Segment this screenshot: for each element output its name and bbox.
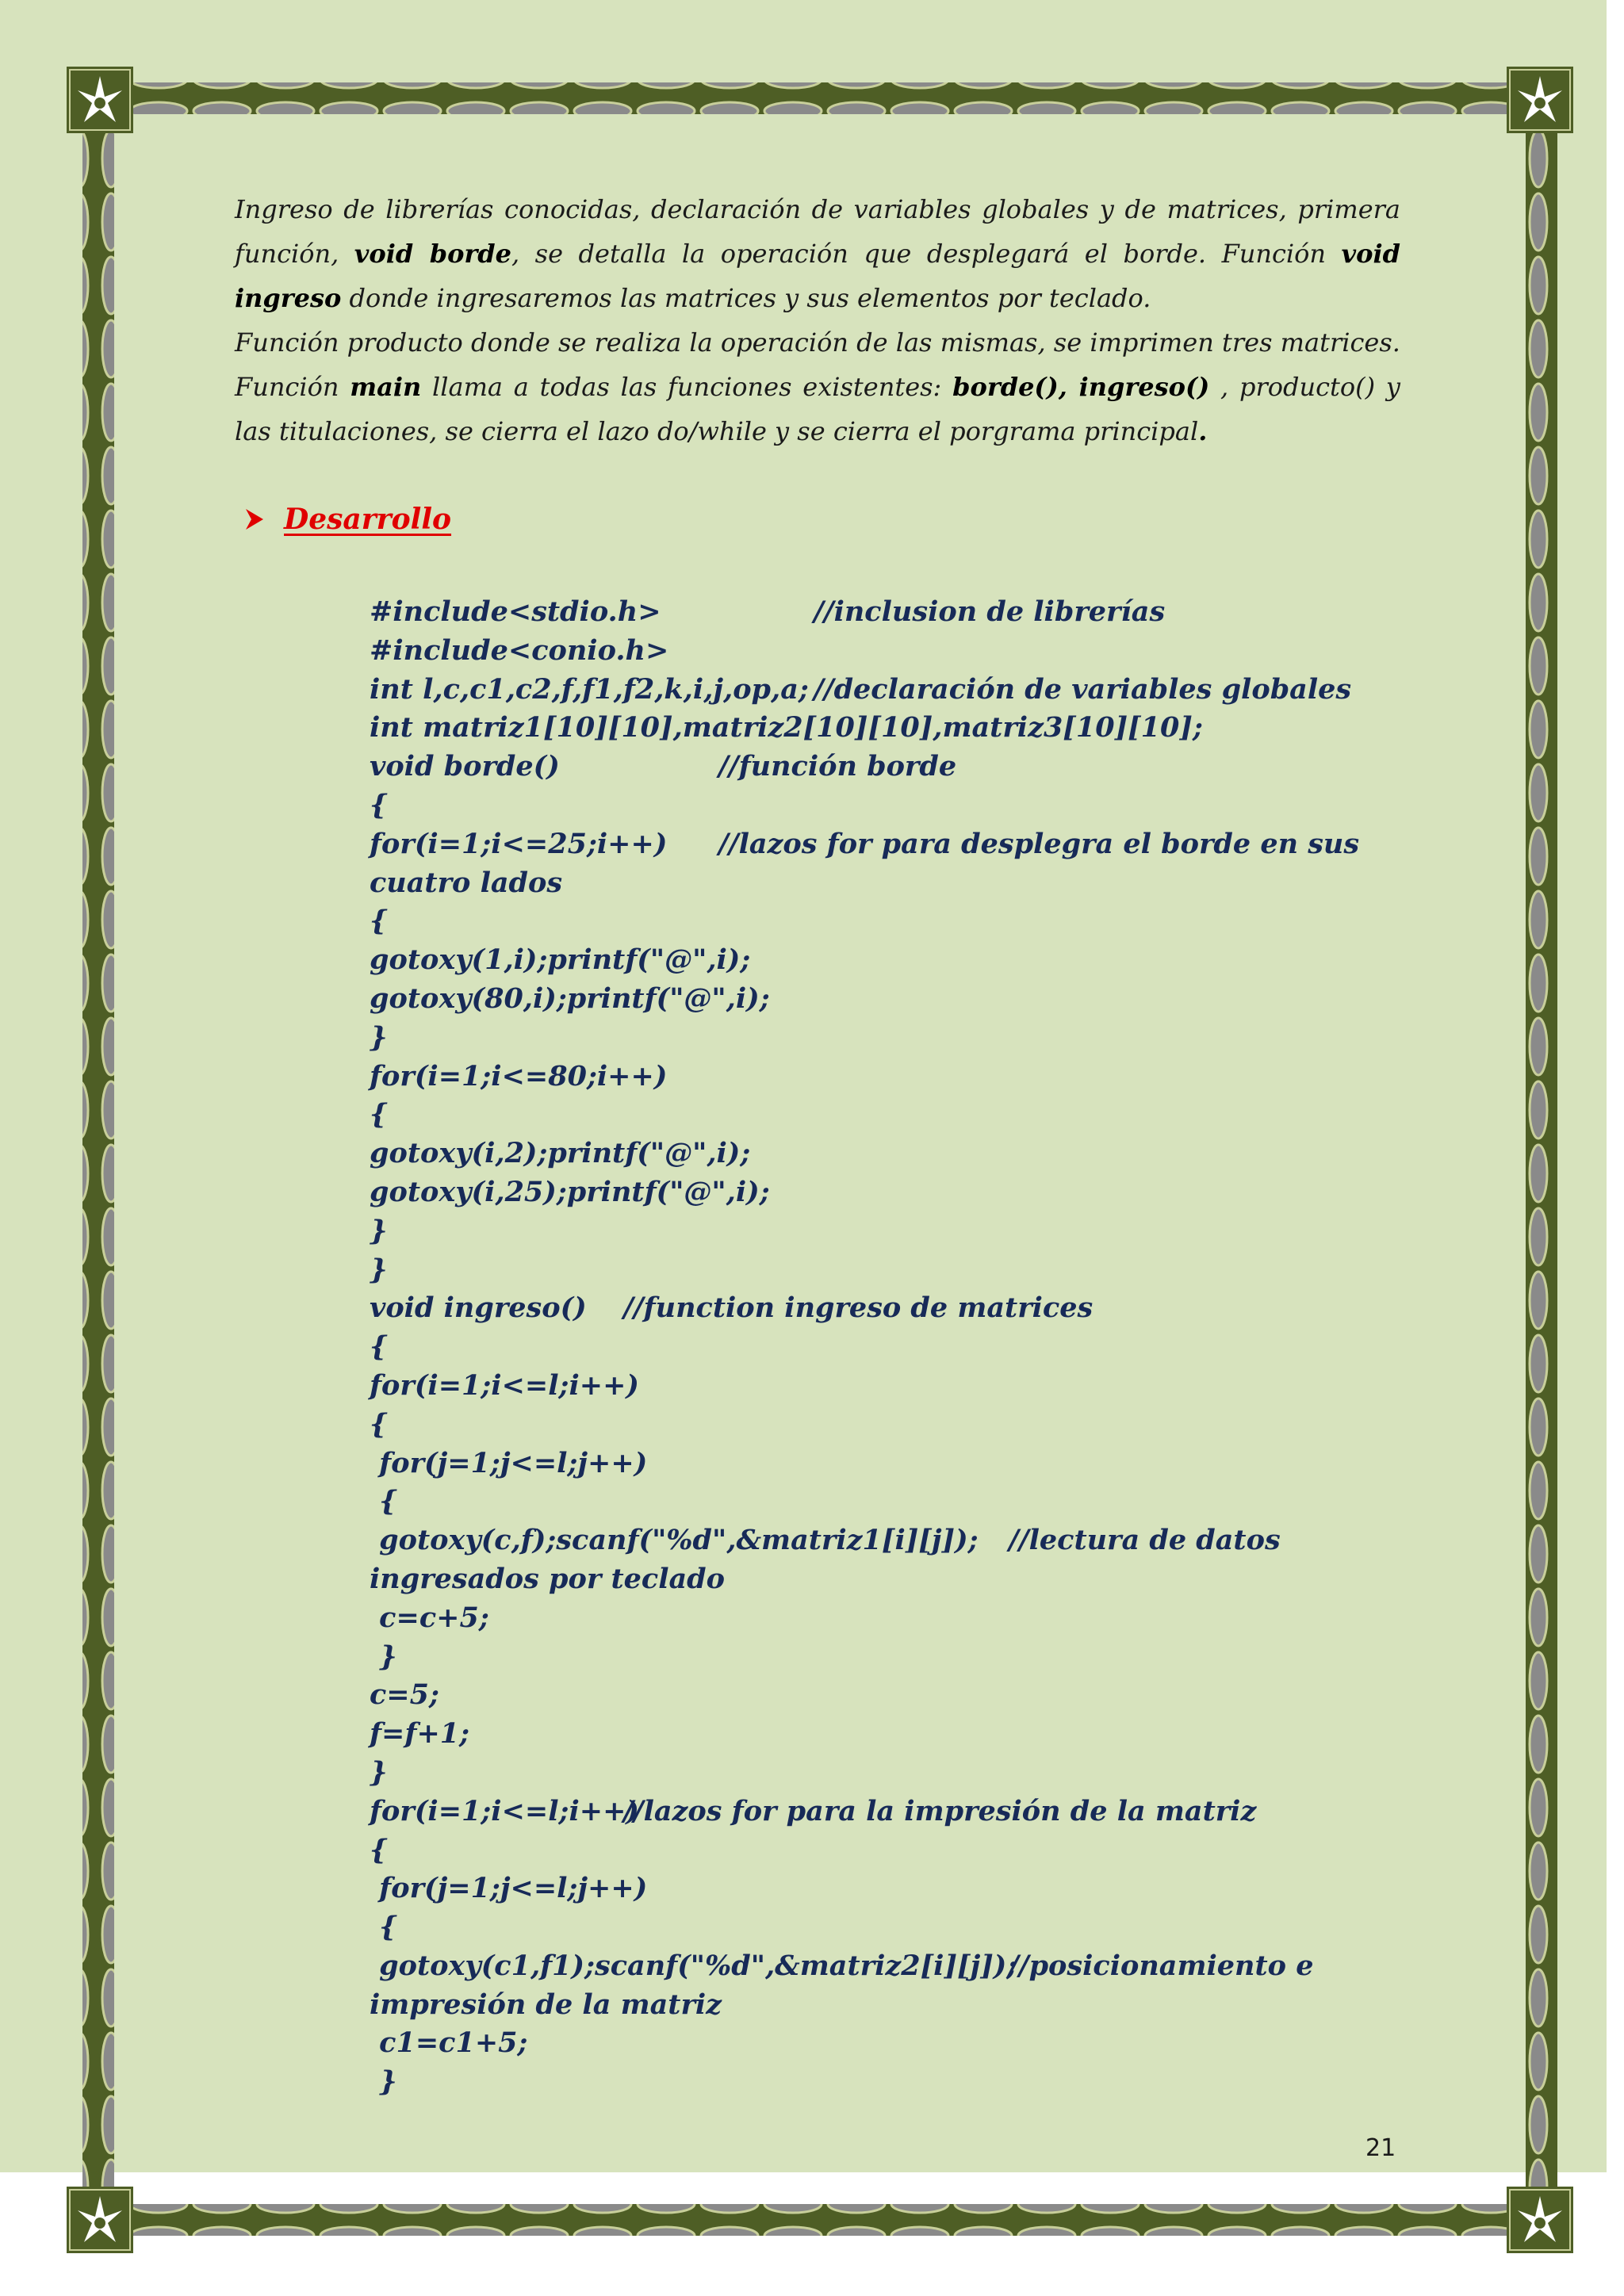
code-line	[370, 1869, 1448, 1908]
code-statement: {	[370, 788, 388, 821]
code-line	[370, 1367, 1448, 1406]
code-comment: //inclusion de librerías	[814, 595, 1166, 628]
code-line	[370, 1986, 1448, 2025]
code-statement: }	[370, 1020, 388, 1054]
code-line	[370, 1908, 1448, 1947]
code-statement: c=c+5;	[370, 1601, 489, 1634]
section-heading	[244, 503, 451, 536]
code-line	[370, 709, 1448, 748]
code-statement: f=f+1;	[370, 1717, 470, 1751]
code-line	[370, 786, 1448, 825]
code-statement: cuatro lados	[370, 866, 563, 899]
code-line	[370, 2063, 1448, 2102]
code-statement: {	[370, 1833, 388, 1866]
code-statement: }	[370, 1640, 397, 1673]
code-statement: gotoxy(c1,f1);scanf("%d",&matriz2[i][j]);	[370, 1949, 1017, 1982]
code-statement: ingresados por teclado	[370, 1562, 725, 1595]
code-statement: for(i=1;i<=l;i++)	[370, 1794, 639, 1827]
section-heading-label: Desarrollo	[284, 503, 452, 536]
code-line	[370, 980, 1448, 1019]
page-number: 21	[1365, 2134, 1396, 2162]
code-statement: {	[370, 1098, 388, 1131]
code-comment: //lazos for para la impresión de la matriz	[623, 1794, 1257, 1827]
code-comment: //lectura de datos	[1009, 1524, 1281, 1557]
code-line	[370, 1289, 1448, 1328]
code-statement: }	[370, 1214, 388, 1247]
code-line	[370, 1947, 1448, 1986]
code-comment: //lazos for para desplegra el borde en sus	[718, 827, 1360, 860]
code-statement: gotoxy(c,f);scanf("%d",&matriz1[i][j]);	[370, 1524, 979, 1557]
code-statement: for(i=1;i<=25;i++)	[370, 827, 668, 860]
code-line	[370, 1599, 1448, 1638]
code-line	[370, 632, 1448, 671]
code-line	[370, 1445, 1448, 1483]
code-line	[370, 1173, 1448, 1212]
code-statement: void borde()	[370, 750, 560, 783]
code-line	[370, 1483, 1448, 1521]
code-statement: {	[370, 1911, 397, 1944]
code-comment: //posicionamiento e	[1009, 1949, 1314, 1982]
code-statement: c1=c1+5;	[370, 2026, 528, 2060]
code-line	[370, 1135, 1448, 1173]
code-statement: impresión de la matriz	[370, 1988, 722, 2021]
code-line	[370, 825, 1448, 864]
code-line	[370, 748, 1448, 786]
code-statement: }	[370, 1253, 388, 1286]
code-statement: }	[370, 2065, 397, 2099]
code-line	[370, 1019, 1448, 1058]
code-line	[370, 1831, 1448, 1870]
code-listing	[370, 593, 1448, 2102]
code-statement: for(i=1;i<=l;i++)	[370, 1368, 639, 1402]
code-line	[370, 1560, 1448, 1599]
intro-paragraph-1: Ingreso de librerías conocidas, declaración de variables globales y de matrices, primera función, void borde, se detalla la operación que desplegará el borde. Función void ingreso donde ingresaremos las matrices y sus elementos por teclado.	[235, 194, 1401, 313]
code-line	[370, 1058, 1448, 1096]
code-line	[370, 1328, 1448, 1367]
code-statement: gotoxy(1,i);printf("@",i);	[370, 943, 751, 977]
code-line	[370, 1638, 1448, 1677]
code-line	[370, 1212, 1448, 1251]
code-line	[370, 902, 1448, 941]
code-line	[370, 2024, 1448, 2063]
code-line	[370, 941, 1448, 980]
code-line	[370, 1676, 1448, 1715]
code-line	[370, 1754, 1448, 1793]
code-statement: c=5;	[370, 1678, 439, 1712]
code-line	[370, 671, 1448, 710]
code-statement: for(j=1;j<=l;j++)	[370, 1446, 648, 1479]
code-statement: for(i=1;i<=80;i++)	[370, 1059, 668, 1093]
code-statement: int l,c,c1,c2,f,f1,f2,k,i,j,op,a;	[370, 672, 809, 706]
code-line	[370, 1521, 1448, 1560]
code-comment: //declaración de variables globales	[814, 672, 1352, 706]
code-statement: {	[370, 1407, 388, 1441]
intro-text-block	[235, 187, 1400, 453]
code-statement: }	[370, 1755, 388, 1789]
intro-paragraph-2: Función producto donde se realiza la operación de las mismas, se imprimen tres matrices.	[235, 327, 1400, 358]
code-statement: gotoxy(80,i);printf("@",i);	[370, 982, 770, 1015]
code-statement: {	[370, 905, 388, 938]
code-line	[370, 1793, 1448, 1831]
code-line	[370, 1715, 1448, 1754]
code-line	[370, 593, 1448, 632]
code-comment: //function ingreso de matrices	[623, 1292, 1094, 1325]
code-line	[370, 864, 1448, 903]
code-statement: {	[370, 1330, 388, 1364]
code-line	[370, 1406, 1448, 1445]
code-statement: gotoxy(i,25);printf("@",i);	[370, 1175, 770, 1208]
arrow-bullet-icon	[244, 507, 265, 531]
code-statement: #include<conio.h>	[370, 633, 669, 667]
code-line	[370, 1096, 1448, 1135]
code-statement: #include<stdio.h>	[370, 595, 661, 628]
code-statement: void ingreso()	[370, 1292, 587, 1325]
code-statement: gotoxy(i,2);printf("@",i);	[370, 1137, 751, 1170]
code-comment: //función borde	[718, 750, 957, 783]
code-statement: for(j=1;j<=l;j++)	[370, 1872, 648, 1905]
code-statement: {	[370, 1485, 397, 1518]
intro-paragraph-3: Función main llama a todas las funciones existentes: borde(), ingreso() , producto() y las titulaciones, se cierra el lazo do/while y se cierra el porgrama principal.	[235, 372, 1400, 446]
code-statement: int matriz1[10][10],matriz2[10][10],matriz3[10][10];	[370, 711, 1203, 744]
code-line	[370, 1251, 1448, 1290]
